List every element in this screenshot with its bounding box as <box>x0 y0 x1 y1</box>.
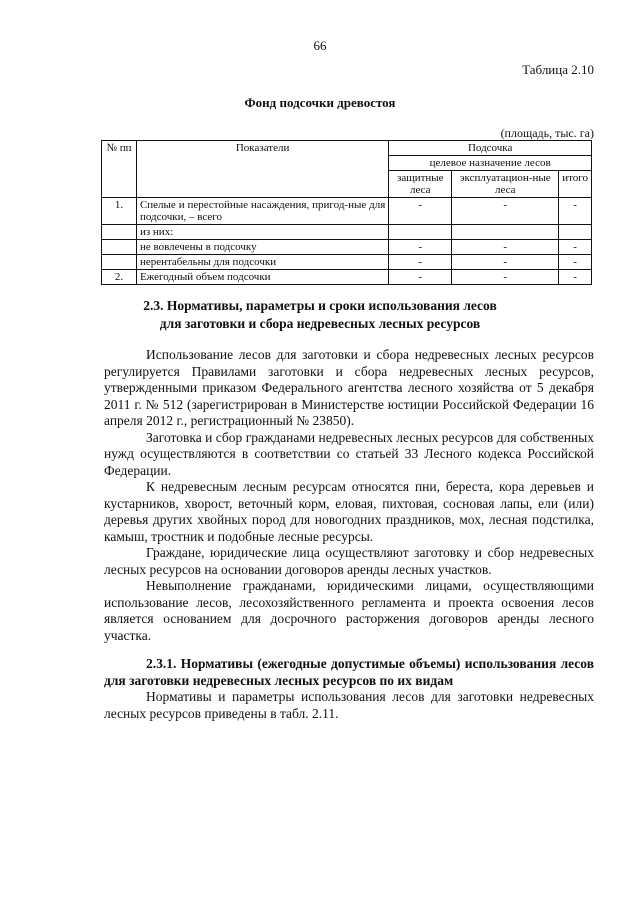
paragraph: Граждане, юридические лица осуществляют заготовку и сбор недревесных лесных ресурсов на основании договоров аренды лесных участков. <box>104 545 594 577</box>
table-row <box>102 225 592 240</box>
row-label: Спелые и перестойные насаждения, пригод-ные для подсочки, – всего <box>136 198 388 225</box>
row-total: - <box>559 255 592 270</box>
paragraph: Заготовка и сбор гражданами недревесных лесных ресурсов для собственных нужд осуществляются в соответствии со статьей 33 Лесного кодекса Российской Федерации. <box>104 429 594 478</box>
row-exploitation: - <box>452 198 559 225</box>
row-exploitation: - <box>452 255 559 270</box>
row-protective: - <box>389 270 452 285</box>
table-header-row <box>102 141 592 156</box>
row-exploitation: - <box>452 270 559 285</box>
section-heading-2-3 <box>0 297 640 333</box>
header-exploitation: эксплуатацион-ные леса <box>452 171 559 198</box>
section-heading-line: для заготовки и сбора недревесных лесных ресурсов <box>159 316 481 331</box>
row-exploitation <box>452 225 559 240</box>
header-total: итого <box>559 171 592 198</box>
row-protective: - <box>389 240 452 255</box>
row-total: - <box>559 240 592 255</box>
row-exploitation: - <box>452 240 559 255</box>
row-total: - <box>559 270 592 285</box>
header-protective: защитные леса <box>389 171 452 198</box>
row-protective: - <box>389 198 452 225</box>
table-units: (площадь, тыс. га) <box>500 126 594 140</box>
row-label: из них: <box>136 225 388 240</box>
table-label: Таблица 2.10 <box>522 62 594 77</box>
header-purpose: целевое назначение лесов <box>389 156 592 171</box>
table-title: Фонд подсочки древостоя <box>244 95 396 110</box>
header-num: № пп <box>102 141 137 198</box>
section-heading-2-3-1: 2.3.1. Нормативы (ежегодные допустимые объемы) использования лесов для заготовки недревесных лесных ресурсов по их видам <box>104 656 594 688</box>
table-row <box>102 240 592 255</box>
table-row <box>102 270 592 285</box>
row-label: Ежегодный объем подсочки <box>136 270 388 285</box>
header-indicators: Показатели <box>136 141 388 198</box>
paragraph: Использование лесов для заготовки и сбора недревесных лесных ресурсов регулируется Правилами заготовки и сбора недревесных лесных ресурсов, утвержденными приказом Федерального агентства лесного хозяйства от 5 декабря 2011 г. № 512 (зарегистрирован в Министерстве юстиции Российской Федерации 16 апреля 2012 г., регистрационный № 23850). <box>104 347 594 428</box>
paragraph: Невыполнение гражданами, юридическими лицами, осуществляющими использование лесов, лесохозяйственного регламента и проекта освоения лесов является основанием для досрочного расторжения договоров аренды лесного участка. <box>104 578 594 643</box>
page-number: 66 <box>313 38 327 53</box>
row-label: не вовлечены в подсочку <box>136 240 388 255</box>
section-body <box>104 347 594 644</box>
row-protective <box>389 225 452 240</box>
row-num: 1. <box>102 198 137 225</box>
paragraph: Нормативы и параметры использования лесов для заготовки недревесных лесных ресурсов приведены в табл. 2.11. <box>104 689 594 721</box>
tapping-fund-table <box>101 140 592 285</box>
row-protective: - <box>389 255 452 270</box>
table-row <box>102 255 592 270</box>
row-num <box>102 225 137 240</box>
table-row <box>102 198 592 225</box>
row-total: - <box>559 198 592 225</box>
row-total <box>559 225 592 240</box>
subsection-body <box>104 689 594 722</box>
row-num: 2. <box>102 270 137 285</box>
paragraph: К недревесным лесным ресурсам относятся пни, береста, кора деревьев и кустарников, хворост, веточный корм, еловая, пихтовая, сосновая лапы, ели (или) деревья других хвойных пород для новогодних праздников, мох, лесная подстилка, камыш, тростник и подобные лесные ресурсы. <box>104 479 594 544</box>
header-tapping: Подсочка <box>389 141 592 156</box>
row-num <box>102 240 137 255</box>
row-label: нерентабельны для подсочки <box>136 255 388 270</box>
section-heading-line: 2.3. Нормативы, параметры и сроки использования лесов <box>143 298 497 313</box>
row-num <box>102 255 137 270</box>
